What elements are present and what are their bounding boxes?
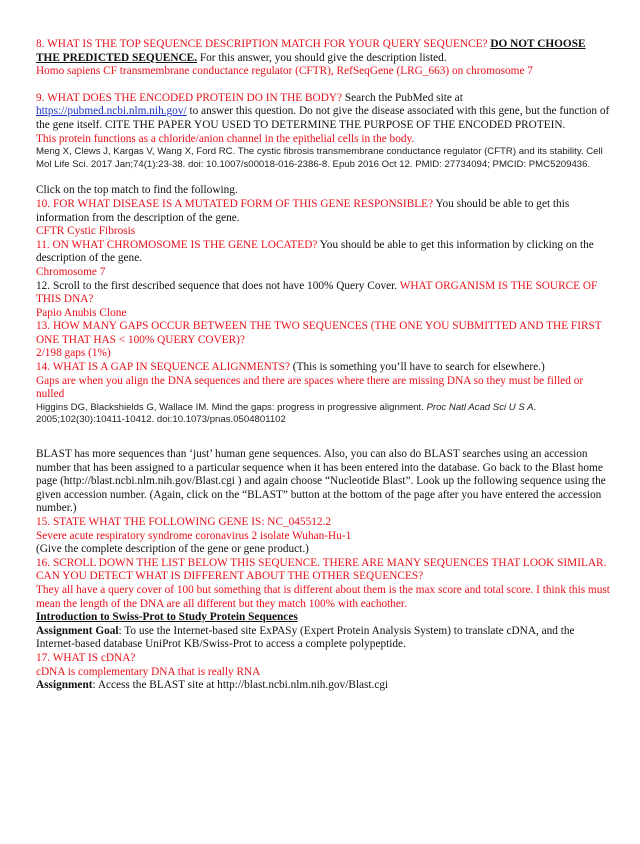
citation-14-authors: Higgins DG, Blackshields G, Wallace IM. Mind the gaps: progress in progressive alignment. <box>36 401 427 413</box>
question-9-instruction-pre: Search the PubMed site at <box>342 91 463 104</box>
assignment-label: Assignment <box>36 679 93 692</box>
question-11-instruction: You should be able to get this information by clicking on the description of the gene. <box>36 238 594 265</box>
answer-10: CFTR Cystic Fibrosis <box>36 225 136 238</box>
question-14-text: 14. WHAT IS A GAP IN SEQUENCE ALIGNMENTS? <box>36 361 290 374</box>
assignment-line <box>36 679 610 693</box>
question-14-block <box>36 361 610 375</box>
pubmed-link[interactable]: https://pubmed.ncbi.nlm.nih.gov/ <box>36 105 187 118</box>
question-12-text: WHAT ORGANISM IS THE SOURCE OF THIS DNA? <box>36 279 598 306</box>
question-15-note: (Give the complete description of the gene or gene product.) <box>36 543 309 556</box>
assignment-text: : Access the BLAST site at http://blast.ncbi.nlm.nih.gov/Blast.cgi <box>92 679 389 692</box>
question-8-instruction: For this answer, you should give the description listed. <box>197 51 447 64</box>
answer-15: Severe acute respiratory syndrome coronavirus 2 isolate Wuhan-Hu-1 <box>36 529 352 542</box>
question-13-text: 13. HOW MANY GAPS OCCUR BETWEEN THE TWO SEQUENCES (THE ONE YOU SUBMITTED AND THE FIRST ONE THAT HAS < 100% QUERY COVER)? <box>36 320 602 346</box>
answer-16: They all have a query cover of 100 but something that is different about them is the max score and total score. I think this must mean the length of the DNA are all different but they match 100% with eachother. <box>36 583 610 610</box>
question-17-text: 17. WHAT IS cDNA? <box>36 651 136 664</box>
question-8-block <box>36 38 610 65</box>
assignment-goal-label: Assignment Goal <box>36 624 119 637</box>
citation-14-details: . 2005;102(30):10411-10412. doi:10.1073/pnas.0504801102 <box>36 401 537 426</box>
question-14-instruction: (This is something you’ll have to search for elsewhere.) <box>289 361 545 374</box>
question-8-emphasis: DO NOT CHOOSE THE PREDICTED SEQUENCE. <box>36 38 586 64</box>
question-10-instruction: You should be able to get this information from the description of the gene. <box>36 197 570 224</box>
answer-14: Gaps are when you align the DNA sequences and there are spaces where there are missing DNA so they must be filled or nulled <box>36 374 584 401</box>
question-9-instruction-post: to answer this question. Do not give the disease associated with this gene, but the function of the gene itself. CITE THE PAPER YOU USED TO DETERMINE THE PURPOSE OF THE ENCODED PROTEIN. <box>36 105 610 131</box>
assignment-goal <box>36 625 610 652</box>
question-10-block <box>36 198 610 225</box>
assignment-goal-text: : To use the Internet-based site ExPASy (Expert Protein Analysis System) to translate cDNA, and the Internet-based database UniProt KB/Swiss-Prot to access a complete polypeptide. <box>36 624 575 651</box>
top-match-intro: Click on the top match to find the following. <box>36 184 238 197</box>
question-8-text: 8. WHAT IS THE TOP SEQUENCE DESCRIPTION MATCH FOR YOUR QUERY SEQUENCE? <box>36 38 488 50</box>
citation-14 <box>36 402 610 427</box>
swiss-prot-heading: Introduction to Swiss-Prot to Study Protein Sequences <box>36 611 298 624</box>
citation-14-journal: Proc Natl Acad Sci U S A <box>426 401 534 413</box>
question-11-text: 11. ON WHAT CHROMOSOME IS THE GENE LOCATED? <box>36 238 318 251</box>
answer-9: This protein functions as a chloride/anion channel in the epithelial cells in the body. <box>36 132 415 145</box>
question-9-text: 9. WHAT DOES THE ENCODED PROTEIN DO IN THE BODY? <box>36 91 343 104</box>
answer-12: Papio Anubis Clone <box>36 306 127 319</box>
question-16-text: 16. SCROLL DOWN THE LIST BELOW THIS SEQUENCE. THERE ARE MANY SEQUENCES THAT LOOK SIMILAR. CAN YOU DETECT WHAT IS DIFFERENT ABOUT THE OTHER SEQUENCES? <box>36 556 607 583</box>
answer-13: 2/198 gaps (1%) <box>36 347 111 360</box>
question-12-block <box>36 280 610 307</box>
blast-paragraph: BLAST has more sequences than ‘just’ human gene sequences. Also, you can also do BLAST searches using an accession number that has been assigned to a particular sequence when it has been entered into the database. Go back to the Blast home page (http://blast.ncbi.nlm.nih.gov/Blast.cgi ) and again choose “Nucleotide Blast”. Look up the following sequence using the given accession number. (Again, click on the “BLAST” button at the bottom of the page after you have entered the accession number.) <box>36 448 606 515</box>
question-15-text: 15. STATE WHAT THE FOLLOWING GENE IS: NC_045512.2 <box>36 516 331 528</box>
question-9-block <box>36 92 610 133</box>
citation-9: Meng X, Clews J, Kargas V, Wang X, Ford RC. The cystic fibrosis transmembrane conductance regulator (CFTR) and its stability. Cell Mol Life Sci. 2017 Jan;74(1):23-38. doi: 10.1007/s00018-016-2386-8. Epub 2016 Oct 12. PMID: 27734094; PMCID: PMC5209436. <box>36 146 603 170</box>
answer-11: Chromosome 7 <box>36 265 106 278</box>
question-11-block <box>36 239 610 266</box>
document-page <box>36 38 610 693</box>
question-12-instruction: 12. Scroll to the first described sequence that does not have 100% Query Cover. <box>36 279 400 292</box>
question-10-text: 10. FOR WHAT DISEASE IS A MUTATED FORM OF THIS GENE RESPONSIBLE? <box>36 197 434 210</box>
answer-17: cDNA is complementary DNA that is really RNA <box>36 665 261 678</box>
answer-8: Homo sapiens CF transmembrane conductance regulator (CFTR), RefSeqGene (LRG_663) on chromosome 7 <box>36 65 533 78</box>
